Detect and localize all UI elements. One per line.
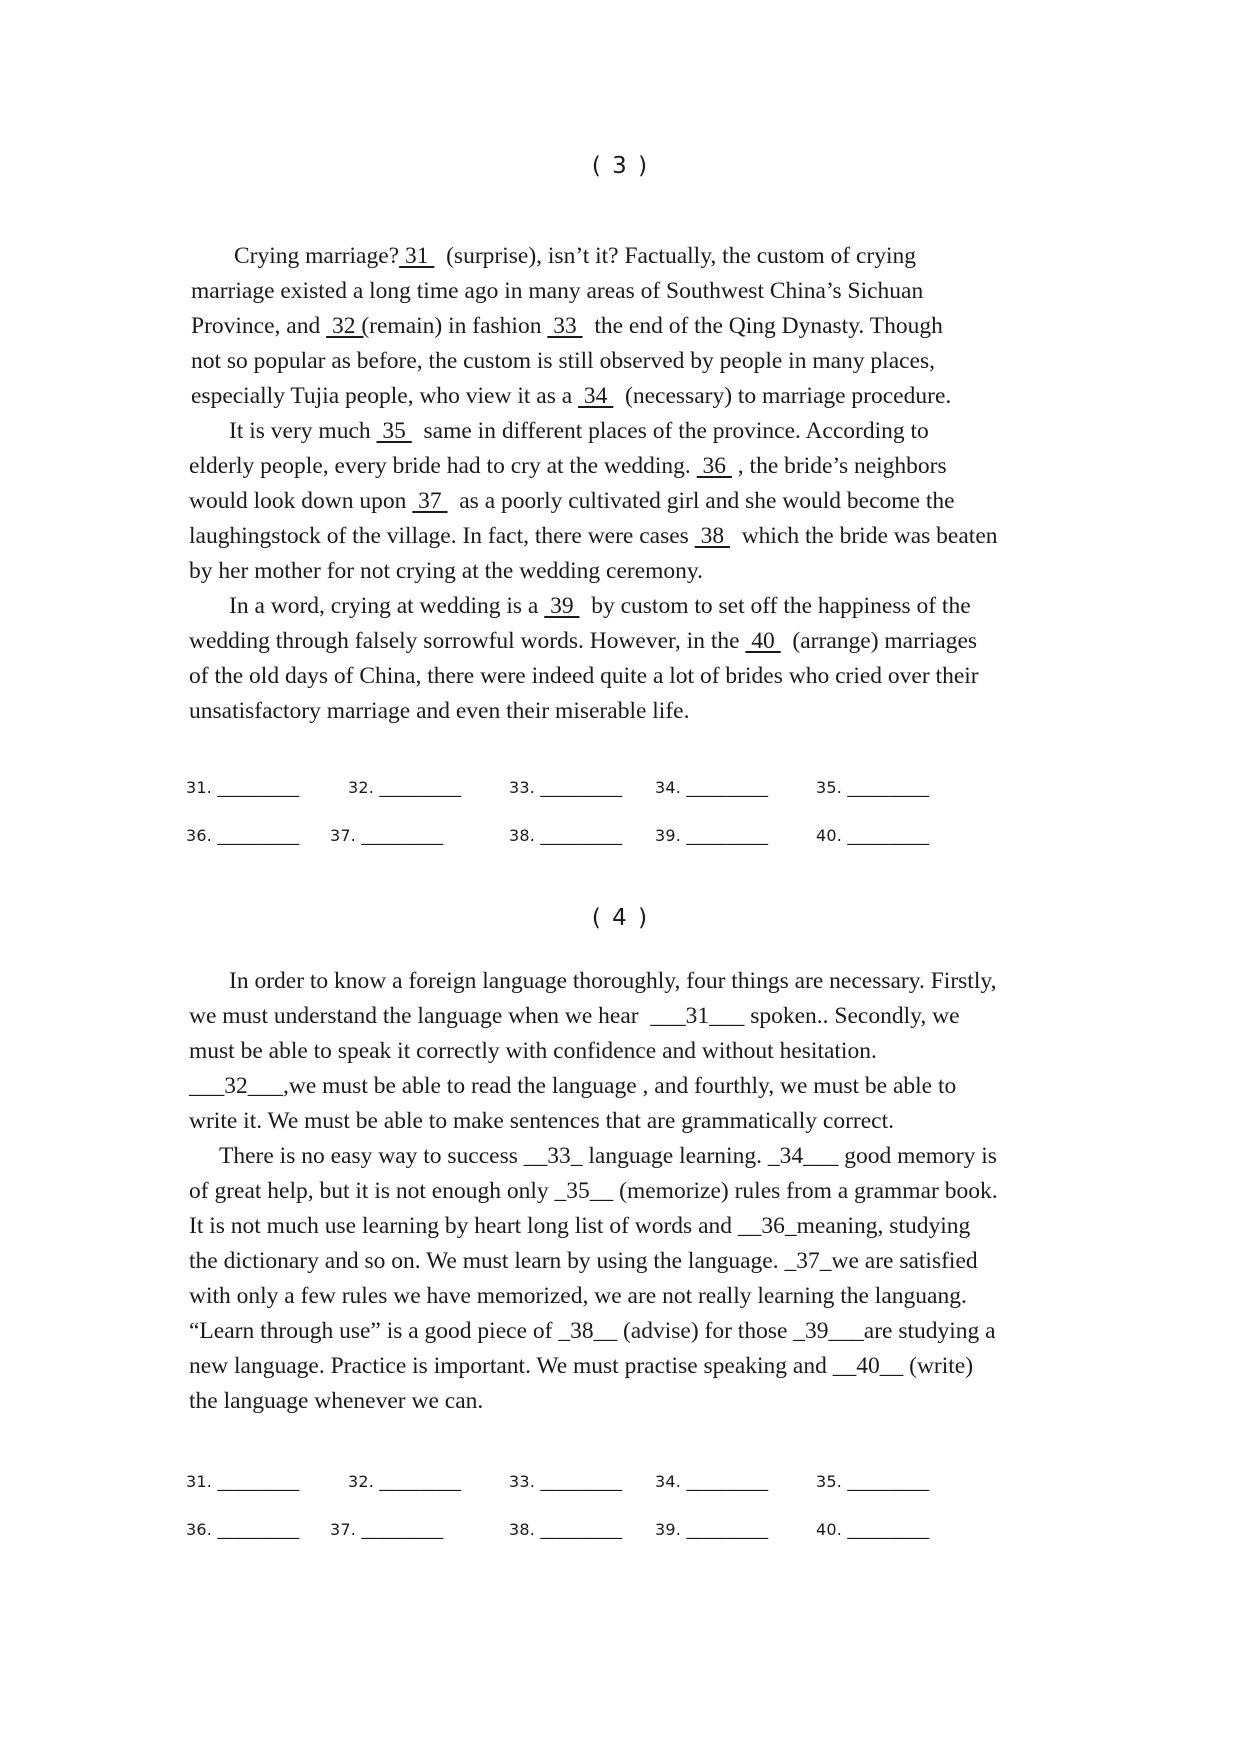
passage-line	[191, 278, 923, 305]
blank-underline: 39	[544, 593, 580, 619]
passage-line	[189, 488, 955, 515]
blank-underline: 38	[694, 523, 730, 549]
passage-text: unsatisfactory marriage and even their miserable life.	[189, 698, 690, 724]
passage-text: In order to know a foreign language thoroughly, four things are necessary. Firstly,	[229, 968, 997, 994]
blank-underline: 32 (	[326, 313, 370, 339]
passage-text: must be able to speak it correctly with confidence and without hesitation.	[189, 1038, 877, 1064]
passage-text: Province, and	[191, 313, 327, 339]
passage-line	[189, 558, 703, 585]
answer-blank[interactable]: 32. __________	[348, 1472, 462, 1491]
blank-underline: 40	[745, 628, 781, 654]
passage-line	[229, 968, 996, 995]
passage-line	[234, 243, 916, 270]
passage-text: with only a few rules we have memorized, we are not really learning the languang.	[189, 1283, 967, 1309]
passage-text: would look down upon	[189, 488, 413, 514]
answer-blank[interactable]: 39. __________	[655, 826, 769, 845]
passage-text: elderly people, every bride had to cry at the wedding.	[189, 453, 697, 479]
passage-line	[189, 1038, 877, 1065]
passage-line	[189, 1388, 483, 1415]
passage-text: of great help, but it is not enough only _35__ (memorize) rules from a grammar book.	[189, 1178, 998, 1204]
passage-line	[191, 348, 935, 375]
passage-line	[189, 1353, 973, 1380]
answer-blank[interactable]: 38. __________	[509, 826, 623, 845]
passage-text: ___32___,we must be able to read the language , and fourthly, we must be able to	[189, 1073, 957, 1099]
passage-line	[189, 663, 979, 690]
passage-line	[189, 1108, 894, 1135]
passage-text: the end of the Qing Dynasty. Though	[582, 313, 943, 339]
passage-text: as a poorly cultivated girl and she would become the	[447, 488, 955, 514]
answer-blank[interactable]: 31. __________	[186, 1472, 300, 1491]
passage-text: (arrange) marriages	[780, 628, 978, 654]
blank-underline: 31	[399, 243, 435, 269]
passage-line	[189, 523, 998, 550]
blank-underline: 33	[547, 313, 583, 339]
passage-line	[219, 1143, 997, 1170]
passage-text: we must understand the language when we hear ___31___ spoken.. Secondly, we	[189, 1003, 960, 1029]
answer-blank[interactable]: 39. __________	[655, 1520, 769, 1539]
passage-text: the language whenever we can.	[189, 1388, 484, 1414]
passage-line	[189, 1248, 978, 1275]
passage-line	[189, 1178, 998, 1205]
passage-line	[189, 453, 947, 480]
passage-text: new language. Practice is important. We must practise speaking and __40__ (write)	[189, 1353, 974, 1379]
blank-underline: 34	[578, 383, 614, 409]
answer-blank[interactable]: 33. __________	[509, 778, 623, 797]
passage-text: There is no easy way to success __33_ language learning. _34___ good memory is	[219, 1143, 997, 1169]
answer-blank[interactable]: 34. __________	[655, 778, 769, 797]
answer-blank[interactable]: 36. __________	[186, 1520, 300, 1539]
answer-blank[interactable]: 35. __________	[816, 778, 930, 797]
answer-blank[interactable]: 40. __________	[816, 826, 930, 845]
passage-text: by her mother for not crying at the wedding ceremony.	[189, 558, 704, 584]
passage-line	[191, 383, 951, 410]
answer-blank[interactable]: 31. __________	[186, 778, 300, 797]
passage-line	[189, 1213, 970, 1240]
section-3-heading: ( 3 )	[591, 153, 650, 179]
passage-text: same in different places of the province. According to	[411, 418, 929, 444]
blank-underline: 36	[696, 453, 732, 479]
passage-line	[189, 698, 689, 725]
passage-text: the dictionary and so on. We must learn by using the language. _37_we are satisfied	[189, 1248, 978, 1274]
passage-line	[189, 1073, 956, 1100]
answer-blank[interactable]: 38. __________	[509, 1520, 623, 1539]
passage-text: Crying marriage?	[234, 243, 400, 269]
passage-text: “Learn through use” is a good piece of _38__ (advise) for those _39___are studying a	[189, 1318, 996, 1344]
passage-line	[229, 418, 929, 445]
passage-text: In a word, crying at wedding is a	[229, 593, 545, 619]
passage-line	[191, 313, 943, 340]
answer-blank[interactable]: 32. __________	[348, 778, 462, 797]
passage-line	[189, 1003, 960, 1030]
answer-blank[interactable]: 40. __________	[816, 1520, 930, 1539]
passage-text: (surprise), isn’t it? Factually, the custom of crying	[434, 243, 916, 269]
passage-text: which the bride was beaten	[729, 523, 998, 549]
passage-line	[189, 1283, 967, 1310]
passage-line	[189, 628, 977, 655]
answer-blank[interactable]: 36. __________	[186, 826, 300, 845]
passage-text: (necessary) to marriage procedure.	[613, 383, 952, 409]
answer-blank[interactable]: 37. __________	[330, 826, 444, 845]
passage-text: of the old days of China, there were indeed quite a lot of brides who cried over their	[189, 663, 979, 689]
passage-text: especially Tujia people, who view it as a	[191, 383, 579, 409]
answer-blank[interactable]: 34. __________	[655, 1472, 769, 1491]
answer-blank[interactable]: 33. __________	[509, 1472, 623, 1491]
passage-text: wedding through falsely sorrowful words. However, in the	[189, 628, 746, 654]
passage-text: laughingstock of the village. In fact, there were cases	[189, 523, 695, 549]
passage-text: by custom to set off the happiness of the	[579, 593, 971, 619]
blank-underline: 37	[412, 488, 448, 514]
section-4-heading: ( 4 )	[591, 905, 650, 931]
passage-line	[229, 593, 971, 620]
passage-text: not so popular as before, the custom is still observed by people in many places,	[191, 348, 936, 374]
blank-underline: 35	[376, 418, 412, 444]
answer-blank[interactable]: 35. __________	[816, 1472, 930, 1491]
passage-line	[189, 1318, 996, 1345]
passage-text: It is not much use learning by heart long list of words and __36_meaning, studying	[189, 1213, 971, 1239]
passage-text: write it. We must be able to make sentences that are grammatically correct.	[189, 1108, 894, 1134]
answer-blank[interactable]: 37. __________	[330, 1520, 444, 1539]
passage-text: remain) in fashion	[369, 313, 548, 339]
passage-text: marriage existed a long time ago in many areas of Southwest China’s Sichuan	[191, 278, 924, 304]
passage-text: It is very much	[229, 418, 377, 444]
passage-text: , the bride’s neighbors	[731, 453, 947, 479]
